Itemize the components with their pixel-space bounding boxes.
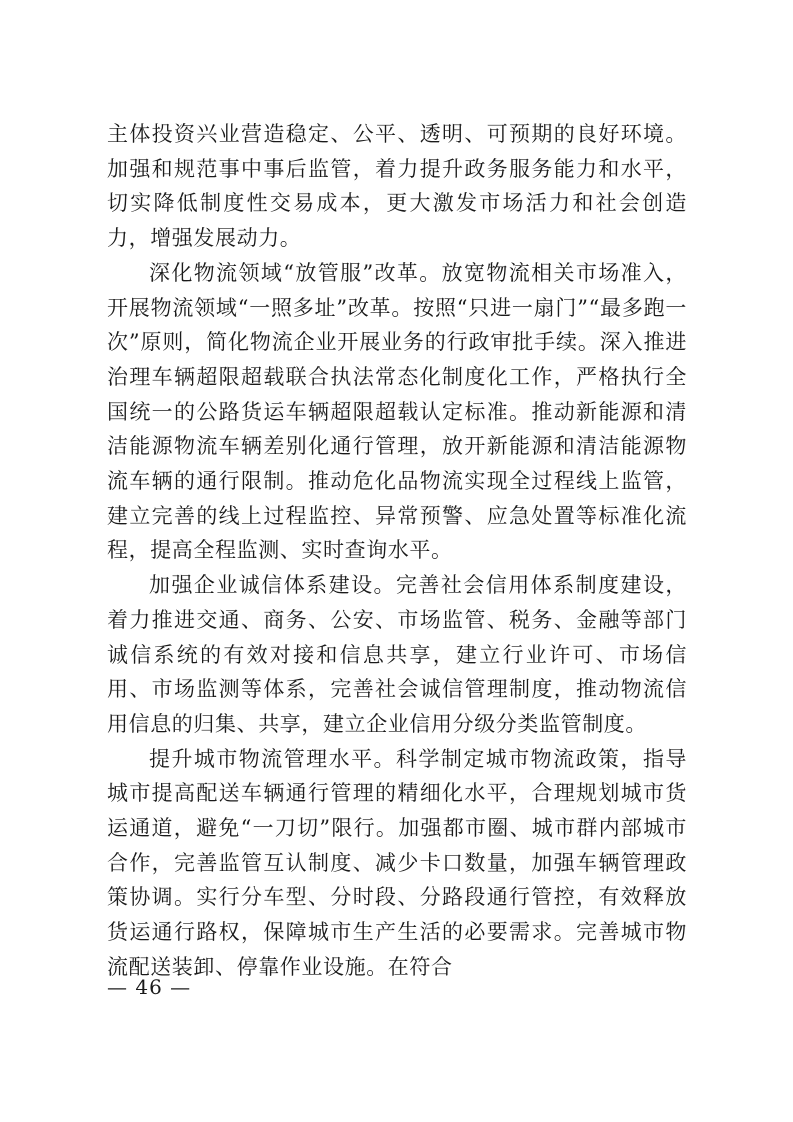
paragraph-credit-system: 加强企业诚信体系建设。完善社会信用体系制度建设，着力推进交通、商务、公安、市场监管、税务、金融等部门诚信系统的有效对接和信息共享，建立行业许可、市场信用、市场监测等体系，完善社会诚信管理制度，推动物流信用信息的归集、共享，建立企业信用分级分类监管制度。 bbox=[107, 573, 687, 736]
page-number: — 46 — bbox=[107, 975, 192, 999]
paragraph-urban-logistics: 提升城市物流管理水平。科学制定城市物流政策，指导城市提高配送车辆通行管理的精细化水平，合理规划城市货运通道，避免“一刀切”限行。加强都市圈、城市群内部城市合作，完善监管互认制度、减少卡口数量，加强车辆管理政策协调。实行分车型、分时段、分路段通行管控，有效释放货运通行路权，保障城市生产生活的必要需求。完善城市物流配送装卸、停靠作业设施。在符合 bbox=[107, 746, 687, 979]
body-text bbox=[107, 117, 687, 985]
paragraph-environment: 主体投资兴业营造稳定、公平、透明、可预期的良好环境。加强和规范事中事后监管，着力提升政务服务能力和水平，切实降低制度性交易成本，更大激发市场活力和社会创造力，增强发展动力。 bbox=[107, 122, 687, 251]
paragraph-logistics-reform: 深化物流领域“放管服”改革。放宽物流相关市场准入，开展物流领域“一照多址”改革。按照“只进一扇门”“最多跑一次”原则，简化物流企业开展业务的行政审批手续。深入推进治理车辆超限超载联合执法常态化制度化工作，严格执行全国统一的公路货运车辆超限超载认定标准。推动新能源和清洁能源物流车辆差别化通行管理，放开新能源和清洁能源物流车辆的通行限制。推动危化品物流实现全过程线上监管，建立完善的线上过程监控、异常预警、应急处置等标准化流程，提高全程监测、实时查询水平。 bbox=[107, 260, 687, 563]
